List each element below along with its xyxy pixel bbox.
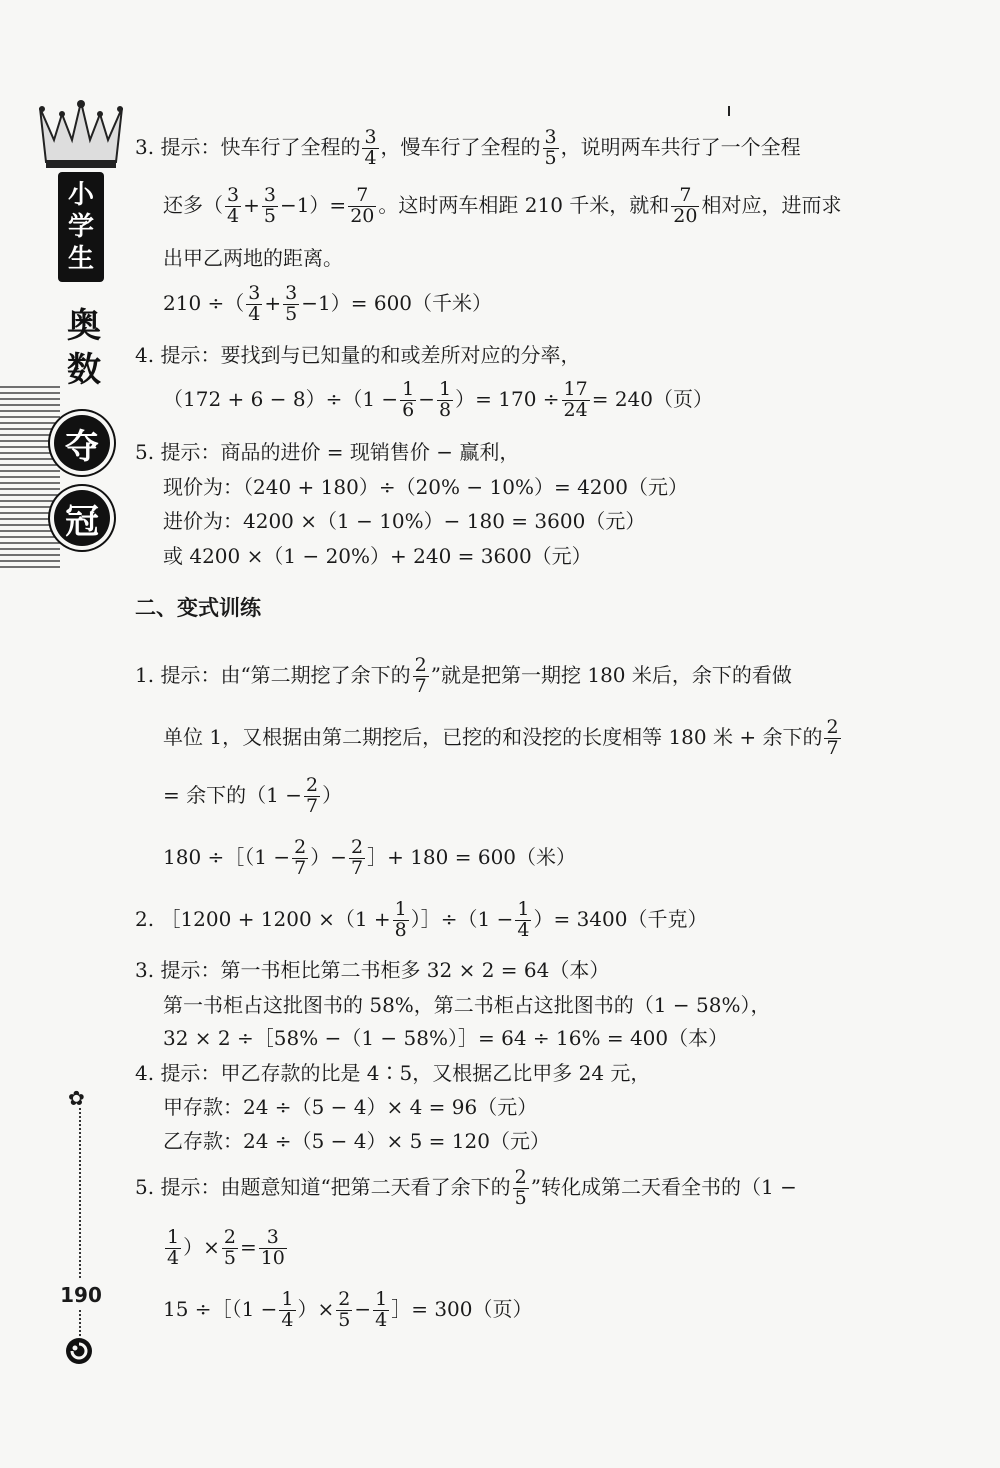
answer-line [163, 284, 492, 325]
text: 相对应，进而求 [701, 192, 842, 217]
fraction: $\frac{7}{20}$ [673, 184, 698, 227]
fraction: $\frac{1}{4}$ [517, 898, 530, 941]
text: ，慢车行了全程的 [380, 134, 541, 159]
fraction: $\frac{3}{4}$ [248, 282, 261, 325]
answer-line: 5. 提示：商品的进价 = 现销售价 − 赢利， [135, 440, 520, 464]
answer-line [135, 1168, 797, 1209]
answer-line: 或 4200 ×（1 − 20%）+ 240 = 3600（元） [163, 544, 592, 568]
text: ）］÷（1 − [410, 906, 514, 931]
series-char: 学 [67, 212, 94, 242]
answer-line [135, 900, 707, 941]
fraction: $\frac{1}{6}$ [402, 378, 415, 421]
fraction: $\frac{1}{4}$ [281, 1288, 294, 1331]
brand-char: 数 [67, 350, 101, 390]
fraction: $\frac{17}{24}$ [563, 378, 588, 421]
series-label-box [58, 172, 104, 282]
dotted-rule [79, 1108, 81, 1278]
fraction: $\frac{3}{4}$ [227, 184, 240, 227]
fraction: $\frac{2}{7}$ [826, 716, 839, 759]
answer-line: 乙存款：24 ÷（5 − 4）× 5 = 120（元） [163, 1129, 550, 1153]
crown-icon [36, 100, 126, 170]
answer-line [163, 1290, 533, 1331]
answer-line: 3. 提示：第一书柜比第二书柜多 32 × 2 = 64（本） [135, 958, 610, 982]
text: 210 ÷（ [163, 290, 245, 315]
fraction: $\frac{2}{5}$ [338, 1288, 351, 1331]
fraction: $\frac{3}{5}$ [544, 126, 557, 169]
answer-line [163, 1228, 289, 1269]
fraction: $\frac{1}{8}$ [394, 898, 407, 941]
answer-line: 32 × 2 ÷［58% −（1 − 58%）］= 64 ÷ 16% = 400（本） [163, 1026, 729, 1050]
medal-char: 夺 [54, 415, 110, 471]
text: − [418, 386, 436, 411]
answer-line [135, 656, 792, 697]
fraction: $\frac{2}{7}$ [414, 654, 427, 697]
fraction: $\frac{1}{4}$ [167, 1226, 180, 1269]
text: −1）= 600（千米） [301, 290, 493, 315]
text: 2. ［1200 + 1200 ×（1 + [135, 906, 391, 931]
fraction: $\frac{2}{7}$ [305, 774, 319, 817]
text: ）× [183, 1234, 220, 1259]
text: ］= 300（页） [391, 1296, 533, 1321]
text: 。这时两车相距 210 千米，就和 [378, 192, 670, 217]
answer-line [163, 380, 713, 421]
text: ）= 3400（千克） [533, 906, 708, 931]
dotted-rule [79, 1310, 81, 1336]
text: 3. 提示：快车行了全程的 [135, 134, 361, 159]
text: = 余下的（1 − [163, 782, 302, 807]
text: − [354, 1296, 372, 1321]
text: ］+ 180 = 600（米） [367, 844, 577, 869]
section-heading: 二、变式训练 [135, 596, 261, 620]
fraction: $\frac{3}{5}$ [263, 184, 276, 227]
fraction: $\frac{7}{20}$ [350, 184, 375, 227]
text: + [243, 192, 260, 217]
text: 180 ÷［（1 − [163, 844, 291, 869]
flower-icon: ✿ [68, 1086, 85, 1110]
text: ）× [297, 1296, 335, 1321]
answer-line: 第一书柜占这批图书的 58%，第二书柜占这批图书的（1 − 58%）， [163, 993, 771, 1017]
answer-line: 进价为：4200 ×（1 − 10%）− 180 = 3600（元） [163, 509, 646, 533]
fraction: $\frac{1}{8}$ [439, 378, 452, 421]
text: ，说明两车共行了一个全程 [560, 134, 801, 159]
text: 1. 提示：由“第二期挖了余下的 [135, 662, 411, 687]
text: 还多（ [163, 192, 223, 217]
text: 单位 1，又根据由第二期挖后，已挖的和没挖的长度相等 180 米 + 余下的 [163, 724, 823, 749]
fraction: $\frac{2}{5}$ [514, 1166, 527, 1209]
text: ） [322, 782, 343, 807]
text: ）− [310, 844, 347, 869]
text: ）= 170 ÷ [455, 386, 560, 411]
answer-line: 甲存款：24 ÷（5 − 4）× 4 = 96（元） [163, 1095, 538, 1119]
fraction: $\frac{3}{10}$ [260, 1226, 285, 1269]
text: ”转化成第二天看全书的（1 − [530, 1174, 797, 1199]
fraction: $\frac{3}{5}$ [285, 282, 298, 325]
fraction: $\frac{2}{7}$ [294, 836, 307, 879]
text: 15 ÷［（1 − [163, 1296, 278, 1321]
fraction: $\frac{3}{4}$ [364, 126, 377, 169]
page-number: 190 [60, 1283, 102, 1307]
answer-line [163, 838, 576, 879]
medal-char: 冠 [54, 490, 110, 546]
swirl-logo-icon [64, 1336, 94, 1366]
answer-line [135, 128, 801, 169]
fraction: $\frac{2}{5}$ [223, 1226, 236, 1269]
text: 5. 提示：由题意知道“把第二天看了余下的 [135, 1174, 511, 1199]
answer-line [163, 186, 841, 227]
series-char: 小 [67, 180, 94, 210]
text: = 240（页） [591, 386, 714, 411]
text: + [264, 290, 282, 315]
answer-line: 4. 提示：甲乙存款的比是 4∶5，又根据乙比甲多 24 元， [135, 1061, 651, 1085]
answer-line: 出甲乙两地的距离。 [163, 246, 343, 270]
text: −1）= [279, 192, 347, 217]
fraction: $\frac{2}{7}$ [351, 836, 364, 879]
answer-line [163, 776, 342, 817]
answer-line: 4. 提示：要找到与已知量的和或差所对应的分率， [135, 343, 581, 367]
text: ”就是把第一期挖 180 米后，余下的看做 [430, 662, 792, 687]
text: = [239, 1234, 257, 1259]
decorative-stripes [0, 383, 60, 573]
answer-line: 现价为：（240 + 180）÷（20% − 10%）= 4200（元） [163, 475, 688, 499]
fraction: $\frac{1}{4}$ [375, 1288, 388, 1331]
answer-line [163, 718, 843, 759]
text: （172 + 6 − 8）÷（1 − [163, 386, 399, 411]
sidebar-decoration [0, 0, 130, 1468]
scan-mark [728, 106, 730, 116]
series-char: 生 [67, 244, 94, 274]
brand-char: 奥 [67, 306, 101, 346]
